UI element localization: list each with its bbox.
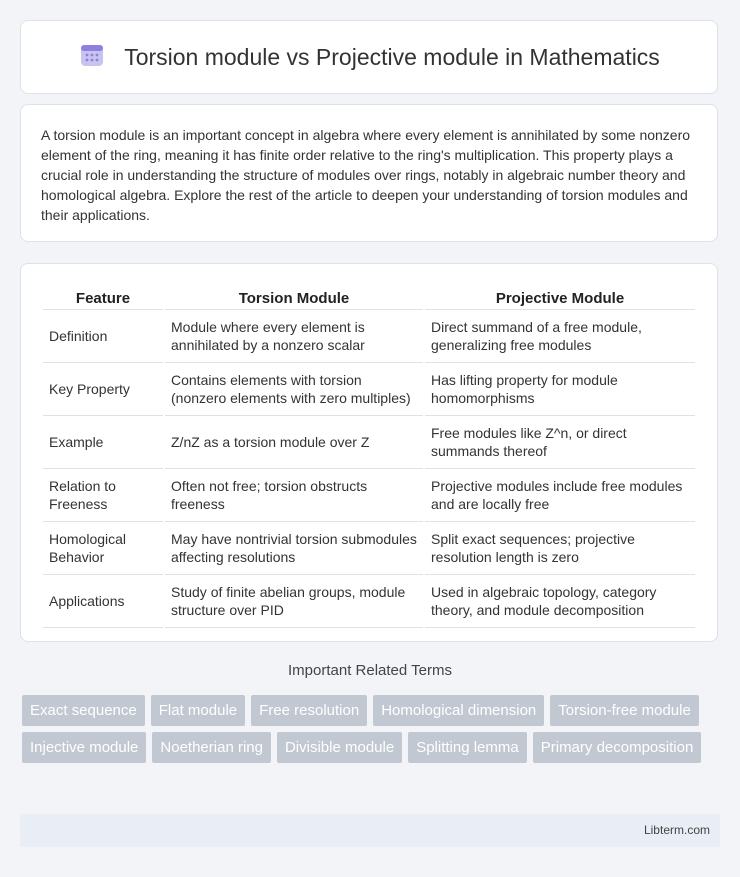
header-card — [20, 20, 718, 94]
footer-site-link[interactable]: Libterm.com — [643, 823, 710, 837]
column-header: Torsion Module — [165, 286, 423, 310]
feature-cell: Definition — [43, 310, 163, 363]
torsion-cell: Module where every element is annihilated by a nonzero scalar — [165, 310, 423, 363]
intro-paragraph: A torsion module is an important concept in algebra where every element is annihilated by some nonzero element of the ring, meaning it has finite order relative to the ring's multiplication. This property plays a crucial role in understanding the structure of modules over rings, notably in algebraic number theory and homological algebra. Explore the rest of the article to deepen your understanding of torsion modules and their applications. — [41, 127, 691, 223]
table-header-row — [43, 286, 695, 310]
table-row — [43, 310, 695, 363]
table-row — [43, 416, 695, 469]
related-terms-title: Important Related Terms — [288, 662, 452, 679]
intro-card — [20, 104, 718, 242]
related-terms-list — [22, 695, 722, 763]
feature-cell: Key Property — [43, 363, 163, 416]
table-row — [43, 522, 695, 575]
feature-cell: Example — [43, 416, 163, 469]
page-title: Torsion module vs Projective module in Mathematics — [124, 43, 660, 70]
table-row — [43, 363, 695, 416]
torsion-cell: Often not free; torsion obstructs freeness — [165, 469, 423, 522]
projective-cell: Projective modules include free modules and are locally free — [425, 469, 695, 522]
projective-cell: Split exact sequences; projective resolution length is zero — [425, 522, 695, 575]
torsion-cell: Contains elements with torsion (nonzero elements with zero multiples) — [165, 363, 423, 416]
torsion-cell: May have nontrivial torsion submodules affecting resolutions — [165, 522, 423, 575]
comparison-table-card — [20, 263, 718, 642]
related-term-tag[interactable]: Splitting lemma — [408, 732, 527, 763]
related-term-tag[interactable]: Exact sequence — [22, 695, 145, 726]
feature-cell: Relation to Freeness — [43, 469, 163, 522]
related-term-tag[interactable]: Noetherian ring — [152, 732, 271, 763]
related-term-tag[interactable]: Homological dimension — [373, 695, 544, 726]
column-header: Feature — [43, 286, 163, 310]
column-header: Projective Module — [425, 286, 695, 310]
projective-cell: Has lifting property for module homomorphisms — [425, 363, 695, 416]
related-term-tag[interactable]: Torsion-free module — [550, 695, 699, 726]
related-term-tag[interactable]: Injective module — [22, 732, 146, 763]
feature-cell: Homological Behavior — [43, 522, 163, 575]
feature-cell: Applications — [43, 575, 163, 628]
table-row — [43, 469, 695, 522]
projective-cell: Used in algebraic topology, category theory, and module decomposition — [425, 575, 695, 628]
related-term-tag[interactable]: Free resolution — [251, 695, 367, 726]
related-term-tag[interactable]: Primary decomposition — [533, 732, 702, 763]
comparison-table — [41, 286, 697, 628]
torsion-cell: Z/nZ as a torsion module over Z — [165, 416, 423, 469]
torsion-cell: Study of finite abelian groups, module structure over PID — [165, 575, 423, 628]
footer — [20, 814, 720, 847]
related-term-tag[interactable]: Flat module — [151, 695, 245, 726]
projective-cell: Direct summand of a free module, generalizing free modules — [425, 310, 695, 363]
calendar-grid-icon — [78, 41, 106, 74]
projective-cell: Free modules like Z^n, or direct summands thereof — [425, 416, 695, 469]
table-row — [43, 575, 695, 628]
related-term-tag[interactable]: Divisible module — [277, 732, 402, 763]
